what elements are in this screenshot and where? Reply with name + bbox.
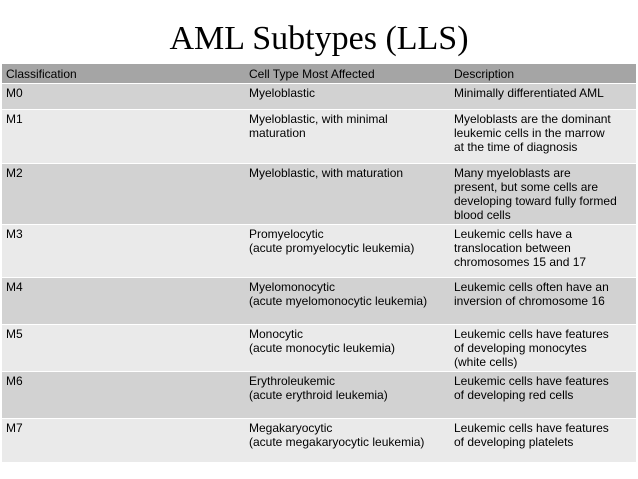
cell-line: M3	[6, 227, 23, 241]
cell-line: Myeloblastic, with minimal	[249, 112, 388, 126]
cell-line: Many myeloblasts are	[454, 166, 571, 180]
cell-line: developing toward fully formed	[454, 194, 617, 208]
aml-subtypes-table	[2, 63, 636, 462]
classification-cell	[2, 419, 245, 462]
cell-type-cell	[245, 419, 450, 462]
classification-cell	[2, 325, 245, 372]
cell-line: translocation between	[454, 241, 571, 255]
cell-line: Promyelocytic	[249, 227, 324, 241]
cell-line: of developing red cells	[454, 388, 574, 402]
table-row	[2, 325, 636, 372]
cell-line: at the time of diagnosis	[454, 140, 578, 154]
cell-line: (acute erythroid leukemia)	[249, 388, 388, 402]
cell-type-cell	[245, 278, 450, 325]
cell-line: Megakaryocytic	[249, 421, 333, 435]
description-cell	[450, 372, 636, 419]
cell-line: (acute megakaryocytic leukemia)	[249, 435, 425, 449]
column-header-classification: Classification	[2, 64, 245, 84]
classification-cell	[2, 110, 245, 164]
cell-type-cell	[245, 110, 450, 164]
classification-cell	[2, 225, 245, 278]
cell-line: M6	[6, 374, 23, 388]
cell-line: Leukemic cells have features	[454, 421, 609, 435]
cell-line: Myeloblastic	[249, 86, 316, 100]
cell-line: blood cells	[454, 208, 511, 222]
table-row	[2, 110, 636, 164]
cell-line: M4	[6, 280, 23, 294]
cell-line: Erythroleukemic	[249, 374, 336, 388]
cell-line: (acute myelomonocytic leukemia)	[249, 294, 428, 308]
description-cell	[450, 84, 636, 110]
cell-line: maturation	[249, 126, 306, 140]
classification-cell	[2, 372, 245, 419]
cell-line: Myeloblastic, with maturation	[249, 166, 404, 180]
cell-type-cell	[245, 164, 450, 225]
description-cell	[450, 325, 636, 372]
cell-line: M5	[6, 327, 23, 341]
cell-line: M0	[6, 86, 23, 100]
cell-line: Leukemic cells have features	[454, 327, 609, 341]
description-cell	[450, 278, 636, 325]
cell-line: M2	[6, 166, 23, 180]
cell-line: inversion of chromosome 16	[454, 294, 605, 308]
slide-title: AML Subtypes (LLS)	[169, 20, 469, 57]
description-cell	[450, 164, 636, 225]
cell-line: present, but some cells are	[454, 180, 599, 194]
cell-line: of developing monocytes	[454, 341, 587, 355]
description-cell	[450, 110, 636, 164]
column-header-cell-type: Cell Type Most Affected	[245, 64, 450, 84]
cell-type-cell	[245, 225, 450, 278]
table-row	[2, 84, 636, 110]
table-row	[2, 278, 636, 325]
table-row	[2, 372, 636, 419]
cell-line: Minimally differentiated AML	[454, 86, 604, 100]
column-header-description: Description	[450, 64, 636, 84]
cell-line: Myeloblasts are the dominant	[454, 112, 611, 126]
classification-cell	[2, 164, 245, 225]
cell-type-cell	[245, 325, 450, 372]
cell-line: leukemic cells in the marrow	[454, 126, 605, 140]
cell-line: (white cells)	[454, 355, 518, 369]
cell-line: (acute promyelocytic leukemia)	[249, 241, 415, 255]
cell-type-cell	[245, 372, 450, 419]
cell-line: Myelomonocytic	[249, 280, 336, 294]
description-cell	[450, 225, 636, 278]
cell-line: M7	[6, 421, 23, 435]
cell-line: (acute monocytic leukemia)	[249, 341, 396, 355]
classification-cell	[2, 278, 245, 325]
cell-line: chromosomes 15 and 17	[454, 255, 587, 269]
table-body	[2, 64, 636, 462]
table-row	[2, 164, 636, 225]
cell-line: Leukemic cells have features	[454, 374, 609, 388]
table-header-row	[2, 64, 636, 84]
cell-line: Leukemic cells often have an	[454, 280, 609, 294]
cell-line: M1	[6, 112, 23, 126]
cell-type-cell	[245, 84, 450, 110]
table-row	[2, 419, 636, 462]
classification-cell	[2, 84, 245, 110]
cell-line: Leukemic cells have a	[454, 227, 573, 241]
description-cell	[450, 419, 636, 462]
table-row	[2, 225, 636, 278]
cell-line: Monocytic	[249, 327, 304, 341]
cell-line: of developing platelets	[454, 435, 574, 449]
